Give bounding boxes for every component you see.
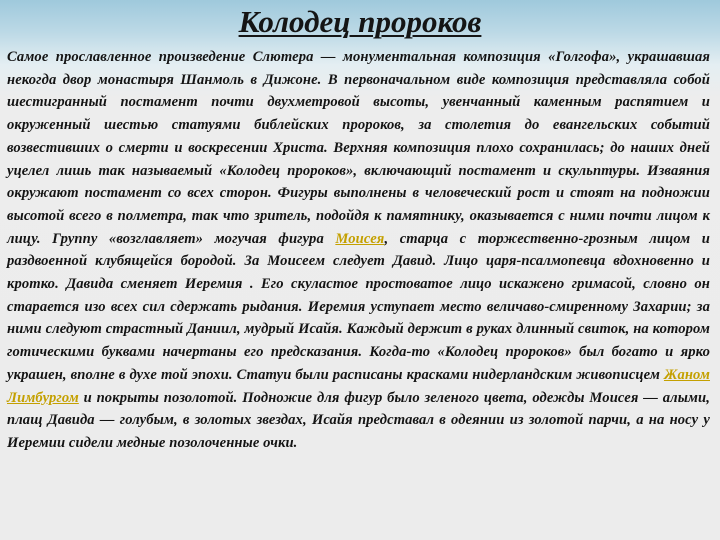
article-text-part-3: и покрыты позолотой. Подножие для фигур было зеленого цвета, одежды Моисея — алыми, плащ Давида — голубым, в золотых звездах, Исайя представал в одеянии из золотой парчи, а на носу у Иеремии сидели медные позолоченные очки. <box>7 389 710 451</box>
article-text-part-1: Самое прославленное произведение Слютера — монументальная композиция «Голгофа», украшавшая некогда двор монастыря Шанмоль в Дижоне. В первоначальном виде композиция представляла собой шестигранный постамент почти двухметровой высоты, увенчанный каменным распятием и окруженный шестью статуями библейских пророков, за столетия до евангельских событий возвестивших о смерти и воскресении Христа. Верхняя композиция плохо сохранилась; до наших дней уцелел лишь так называемый «Колодец пророков», включающий постамент и скульптуры. Изваяния окружают постамент со всех сторон. Фигуры выполнены в человеческий рост и стоят на подножии высотой всего в полметра, так что зритель, подойдя к памятнику, оказывается с ними почти лицом к лицу. Группу «возглавляет» могучая фигура <box>7 49 710 247</box>
article-text <box>7 46 710 455</box>
page-title: Колодец пророков <box>238 4 482 39</box>
article-text-part-2: , старца с торжественно-грозным лицом и раздвоенной клубящейся бородой. За Моисеем следует Давид. Лицо царя-псалмопевца вдохновенно и кротко. Давида сменяет Иеремия . Его скуластое простоватое лицо искажено гримасой, словно он старается изо всех сил сдержать рыдания. Иеремия уступает место величаво-смиренному Захарии; за ними следуют страстный Даниил, мудрый Исайя. Каждый держит в руках длинный свиток, на котором готическими буквами начертаны его предсказания. Когда-то «Колодец пророков» был богато и ярко украшен, вполне в духе той эпохи. Статуи были расписаны красками нидерландским живописцем <box>7 230 710 383</box>
link-limbourg[interactable]: Жаном Лимбургом <box>7 366 710 406</box>
link-moses[interactable]: Моисея <box>335 230 385 247</box>
